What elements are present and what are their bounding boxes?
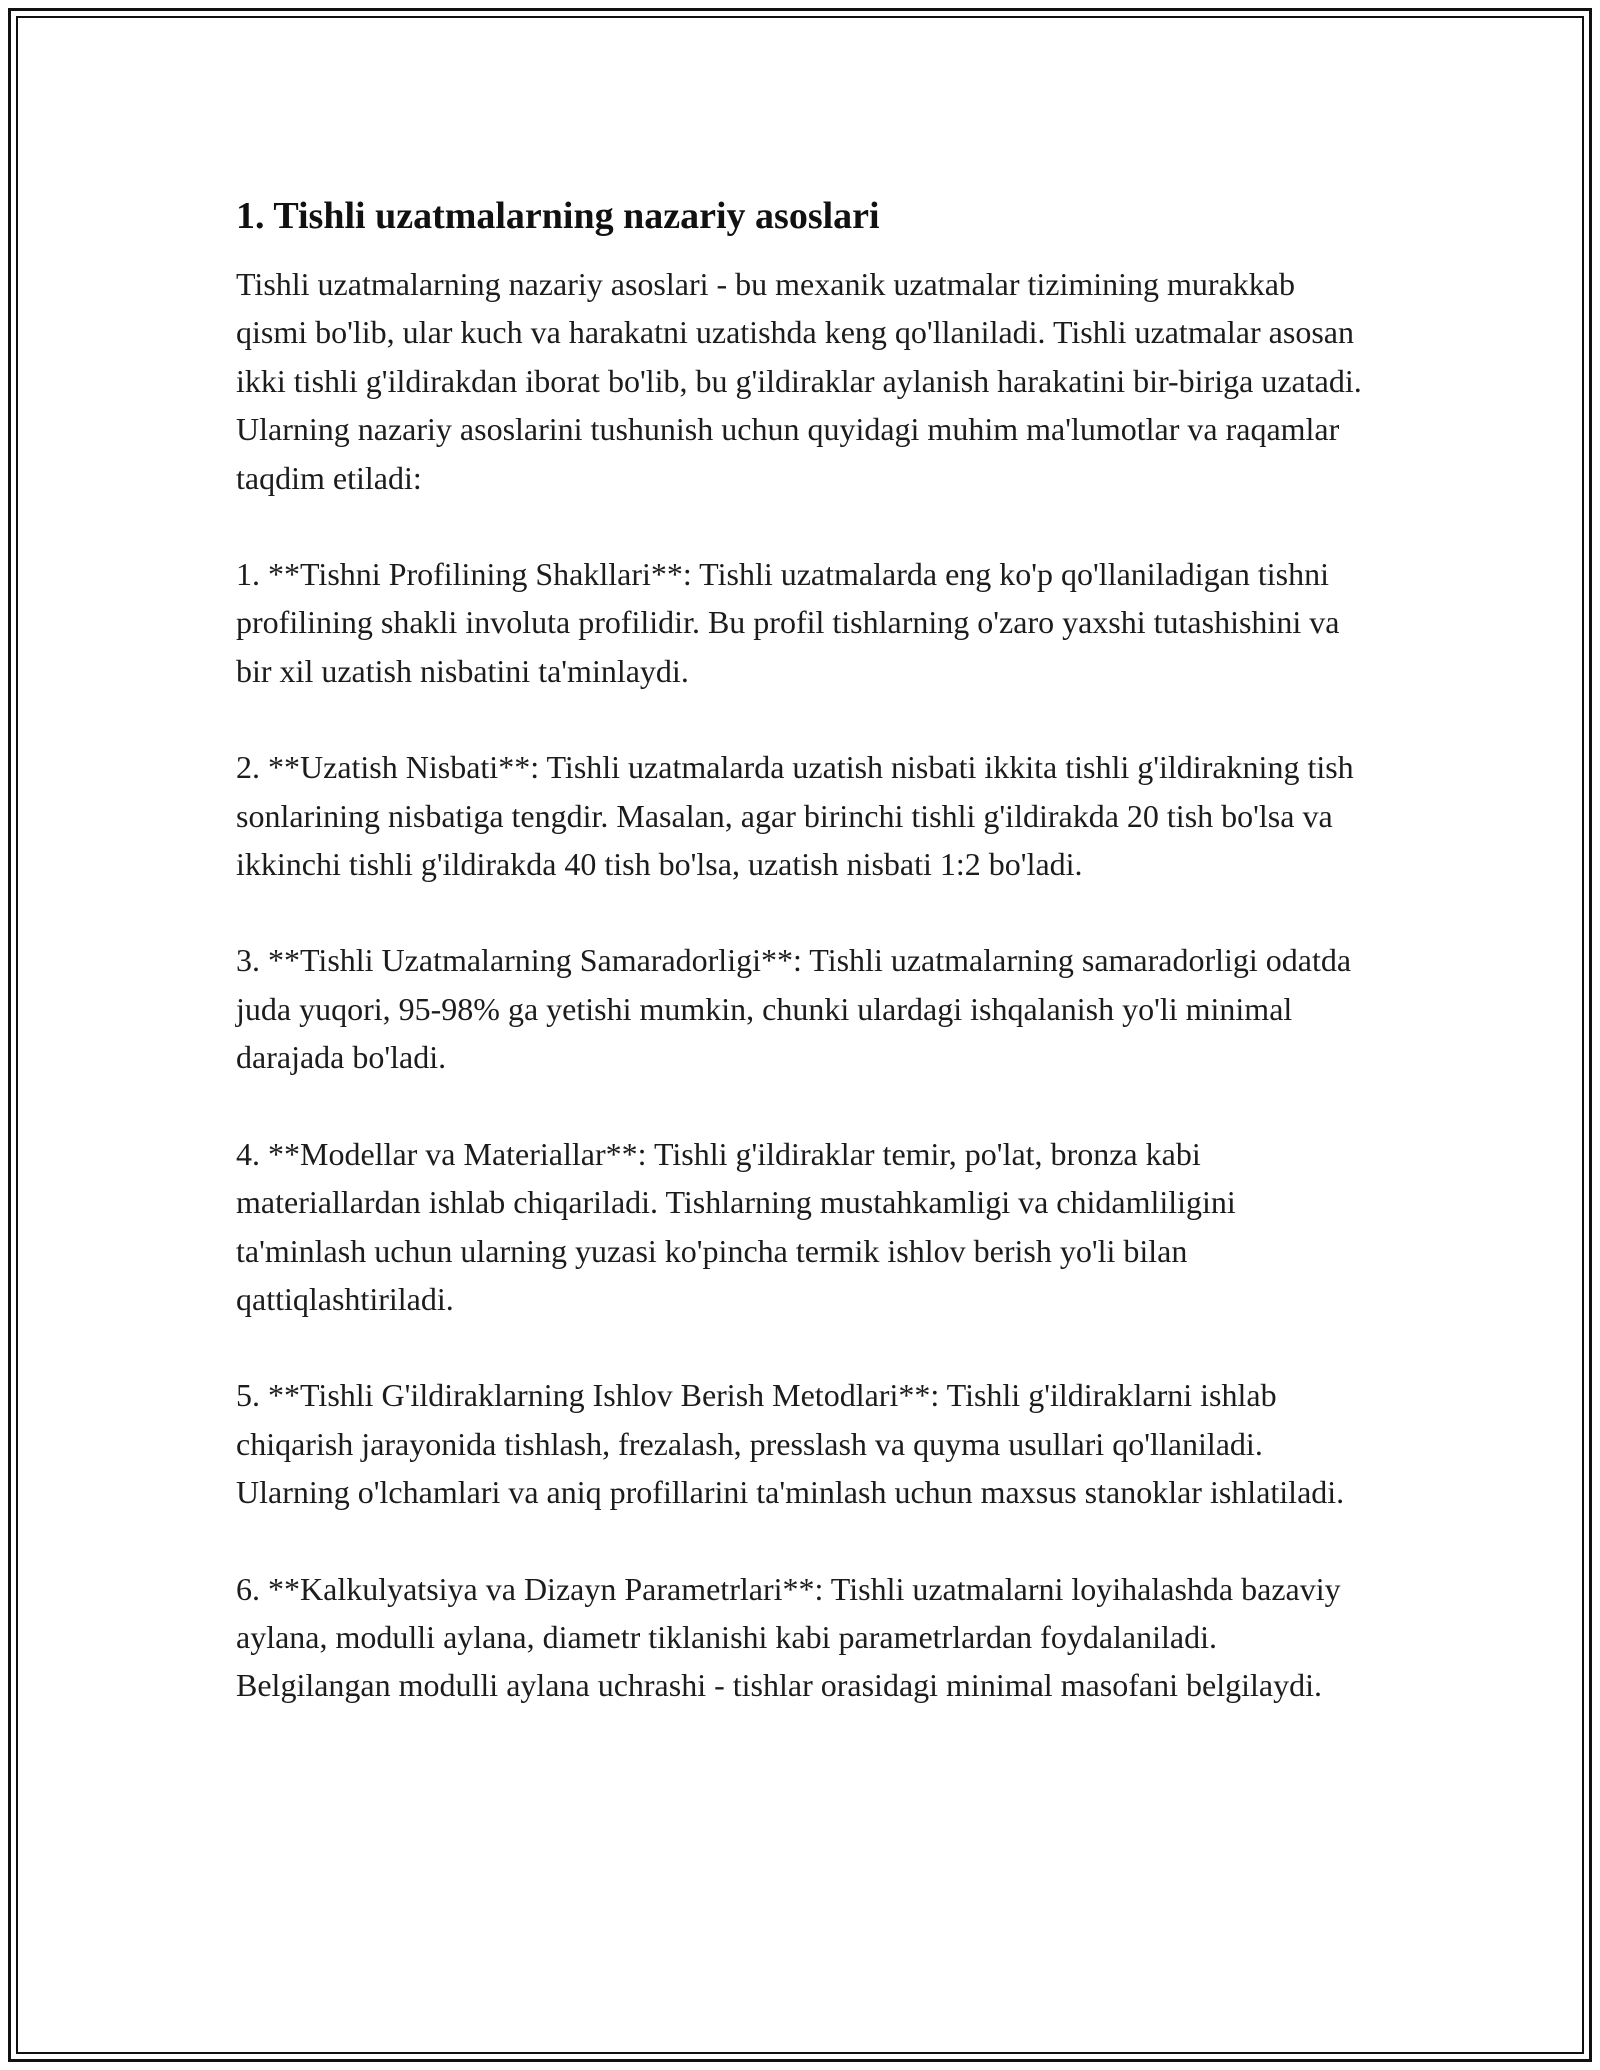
document-body bbox=[236, 192, 1366, 1758]
list-item-1: 1. **Tishni Profilining Shakllari**: Tishli uzatmalarda eng ko'p qo'llaniladigan tishni profilining shakli involuta profilidir. Bu profil tishlarning o'zaro yaxshi tutashishini va bir xil uzatish nisbatini ta'minlaydi. bbox=[236, 556, 1340, 689]
list-item-6: 6. **Kalkulyatsiya va Dizayn Parametrlari**: Tishli uzatmalarni loyihalashda bazaviy aylana, modulli aylana, diametr tiklanishi kabi parametrlardan foydalaniladi. Belgilangan modulli aylana uchrashi - tishlar orasidagi minimal masofani belgilaydi. bbox=[236, 1570, 1341, 1704]
section-heading: 1. Tishli uzatmalarning nazariy asoslari bbox=[236, 195, 880, 237]
list-item-2: 2. **Uzatish Nisbati**: Tishli uzatmalarda uzatish nisbati ikkita tishli g'ildirakning tish sonlarining nisbatiga tengdir. Masalan, agar birinchi tishli g'ildirakda 20 tish bo'lsa va ikkinchi tishli g'ildirakda 40 tish bo'lsa, uzatish nisbati 1:2 bo'ladi. bbox=[236, 749, 1354, 883]
list-item-5: 5. **Tishli G'ildiraklarning Ishlov Berish Metodlari**: Tishli g'ildiraklarni ishlab chiqarish jarayonida tishlash, frezalash, presslash va quyma usullari qo'llaniladi. Ularning o'lchamlari va aniq profillarini ta'minlash uchun maxsus stanoklar ishlatiladi. bbox=[236, 1377, 1345, 1511]
list-item-4: 4. **Modellar va Materiallar**: Tishli g'ildiraklar temir, po'lat, bronza kabi materiallardan ishlab chiqariladi. Tishlarning mustahkamligi va chidamliligini ta'minlash uchun ularning yuzasi ko'pincha termik ishlov berish yo'li bilan qattiqlashtiriladi. bbox=[236, 1135, 1236, 1317]
intro-paragraph: Tishli uzatmalarning nazariy asoslari - bu mexanik uzatmalar tizimining murakkab qismi bo'lib, ular kuch va harakatni uzatishda keng qo'llaniladi. Tishli uzatmalar asosan ikki tishli g'ildirakdan iborat bo'lib, bu g'ildiraklar aylanish harakatini bir-biriga uzatadi. Ularning nazariy asoslarini tushunish uchun quyidagi muhim ma'lumotlar va raqamlar taqdim etiladi: bbox=[236, 266, 1362, 496]
list-item-3: 3. **Tishli Uzatmalarning Samaradorligi**: Tishli uzatmalarning samaradorligi odatda juda yuqori, 95-98% ga yetishi mumkin, chunki ulardagi ishqalanish yo'li minimal darajada bo'ladi. bbox=[236, 942, 1352, 1076]
